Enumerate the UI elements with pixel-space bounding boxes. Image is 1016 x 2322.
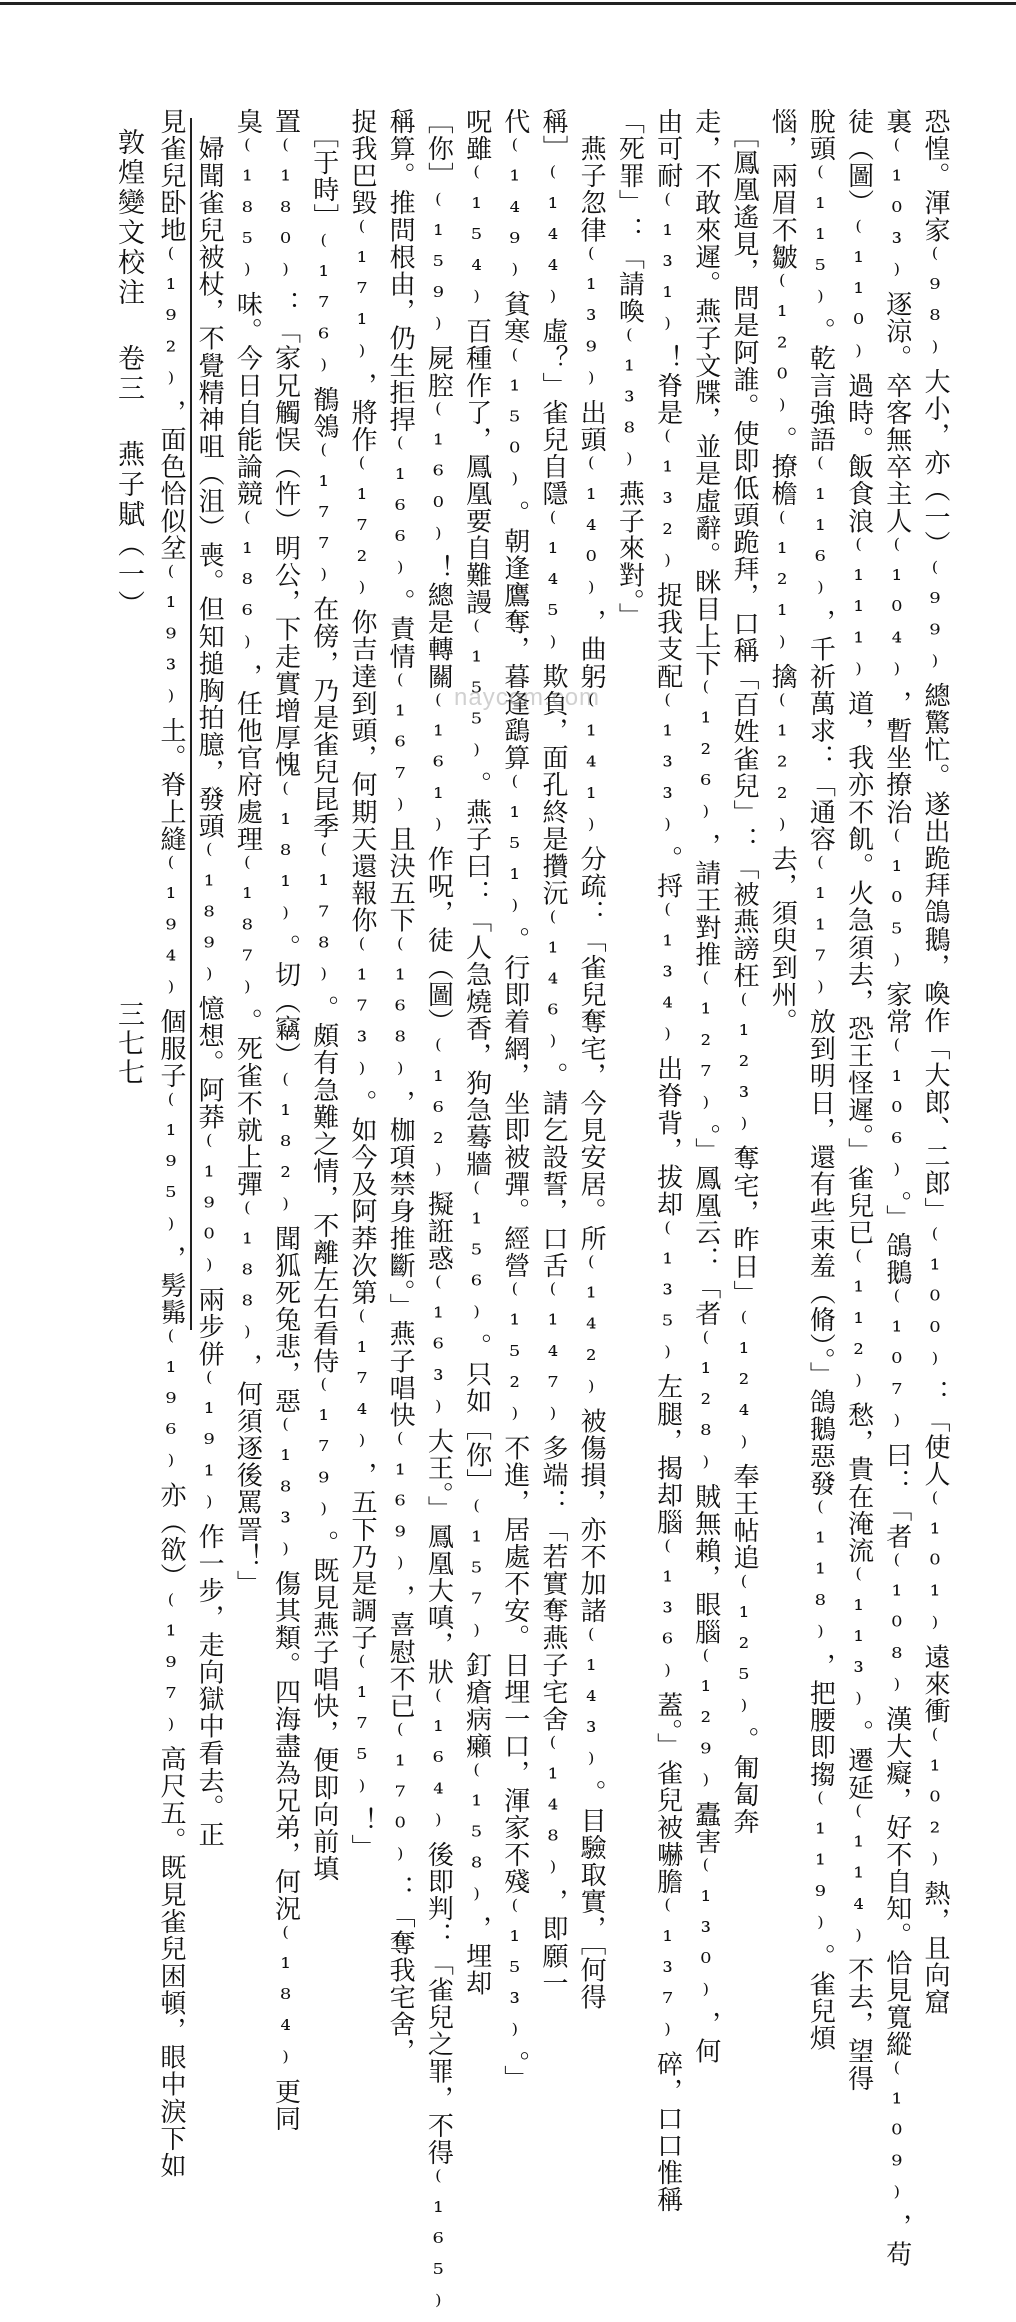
text-column: 婦聞雀兒被杖，不覺精神咀（沮）喪。但知搥胸拍臆，發頭⁽¹⁸⁹⁾憶想。阿莽⁽¹⁹⁰⁾兩步併⁽¹⁹¹⁾作一步，走向獄中看去。正 (194, 108, 225, 1849)
text-column: 置⁽¹⁸⁰⁾：「家兄觸悮（忤）明公，下走實增厚愧⁽¹⁸¹⁾。切（竊）⁽¹⁸²⁾聞狐死兔悲，惡⁽¹⁸³⁾傷其類。四海盡為兄弟，何況⁽¹⁸⁴⁾更同 (270, 108, 301, 2133)
text-column: 走，不敢來遲。燕子文牒，並是虛辭。眯目上下⁽¹²⁶⁾，請王對推⁽¹²⁷⁾。」鳳凰云：「者⁽¹²⁸⁾賊無賴，眼腦⁽¹²⁹⁾蠹害⁽¹³⁰⁾，何 (690, 108, 721, 2065)
text-column: 脫頭⁽¹¹⁵⁾。乾言強語⁽¹¹⁶⁾，千祈萬求：「通容⁽¹¹⁷⁾放到明日，還有些束羞（脩）。」鴿鵝惡發⁽¹¹⁸⁾，把腰即搊⁽¹¹⁹⁾。雀兒煩 (805, 108, 836, 2052)
text-column: 惱，兩眉不皺⁽¹²⁰⁾。撩檐⁽¹²¹⁾擒⁽¹²²⁾去，須臾到州。 (767, 108, 798, 1036)
section-title: 燕子賦（一） (113, 440, 144, 620)
text-column: ［你］⁽¹⁵⁹⁾屍腔⁽¹⁶⁰⁾！總是轉關⁽¹⁶¹⁾作呪，徒（圖）⁽¹⁶²⁾擬誑惑⁽¹⁶³⁾大王。」鳳凰大嗔，狀⁽¹⁶⁴⁾後即判：「雀兒之罪，不得⁽¹⁶⁵⁾ (423, 108, 454, 2322)
text-column: 裏⁽¹⁰³⁾逐涼。卒客無卒主人⁽¹⁰⁴⁾，暫坐撩治⁽¹⁰⁵⁾家常⁽¹⁰⁶⁾。」鴿鵝⁽¹⁰⁷⁾曰：「者⁽¹⁰⁸⁾漢大癡，好不自知。恰見寬縱⁽¹⁰⁹⁾，苟 (881, 108, 912, 2268)
text-column: ［鳳凰遙見，問是阿誰。使即低頭跪拜，口稱「百姓雀兒」：「被燕謗枉⁽¹²³⁾奪宅，昨日」⁽¹²⁴⁾奉王帖追⁽¹²⁵⁾。匍匐奔 (728, 108, 759, 1836)
text-column: 燕子忽律⁽¹³⁹⁾出頭⁽¹⁴⁰⁾，曲躬⁽¹⁴¹⁾分疏：「雀兒奪宅，今見安居。所⁽¹⁴²⁾被傷損，亦不加諸⁽¹⁴³⁾。目驗取實，［何得 (576, 108, 607, 2011)
book-title: 敦煌變文校注 (113, 128, 144, 308)
running-head-divider (190, 118, 192, 1330)
text-column: 恐惶。渾家⁽⁹⁸⁾大小，亦（一）⁽⁹⁹⁾總驚忙。遂出跪拜鴿鵝，喚作「大郎、二郎」⁽¹⁰⁰⁾：「使人⁽¹⁰¹⁾遠來衝⁽¹⁰²⁾熱，且向窟 (920, 108, 950, 2016)
text-column: 由可耐⁽¹³¹⁾！脊是⁽¹³²⁾捉我支配⁽¹³³⁾。捋⁽¹³⁴⁾出脊背，拔却⁽¹³⁵⁾左腿，揭却腦⁽¹³⁶⁾蓋。」雀兒被嚇膽⁽¹³⁷⁾碎，口口惟稱 (652, 108, 683, 2214)
text-column: 稱］⁽¹⁴⁴⁾虛？」雀兒自隱⁽¹⁴⁵⁾欺負，面孔終是攢沅⁽¹⁴⁶⁾。請乞設誓，口舌⁽¹⁴⁷⁾多端：「若實奪燕子宅舍⁽¹⁴⁸⁾，即願一 (537, 108, 568, 1997)
volume-label: 卷三 (113, 344, 144, 404)
text-column: 「死罪」：「請喚⁽¹³⁸⁾燕子來對。」 (614, 108, 645, 630)
text-column: 徒（圖）⁽¹¹⁰⁾過時。飯食浪⁽¹¹¹⁾道，我亦不飢。火急須去，恐王怪遲。」雀兒已⁽¹¹²⁾愁，貴在淹流⁽¹¹³⁾。遷延⁽¹¹⁴⁾不去，望得 (843, 108, 874, 2092)
text-column: 代⁽¹⁴⁹⁾貧寒⁽¹⁵⁰⁾。朝逢鷹奪，暮逢鷂算⁽¹⁵¹⁾。行即着網，坐即被彈。經營⁽¹⁵²⁾不進，居處不安。日埋一口，渾家不殘⁽¹⁵³⁾。」 (499, 108, 530, 2092)
main-text-body (152, 108, 954, 2322)
top-border-rule (0, 2, 1016, 5)
text-column: 臭⁽¹⁸⁵⁾味。今日自能論競⁽¹⁸⁶⁾，任他官府處理⁽¹⁸⁷⁾。死雀不就上彈⁽¹⁸⁸⁾，何須逐後罵詈！」 (232, 108, 263, 1598)
text-column: 呪雖⁽¹⁵⁴⁾百種作了，鳳凰要自難謾⁽¹⁵⁵⁾。燕子曰：「人急燒香，狗急蓦牆⁽¹⁵⁶⁾。只如［你］⁽¹⁵⁷⁾釘瘡病癩⁽¹⁵⁸⁾，埋却 (461, 108, 492, 1997)
page-number: 三七七 (113, 1000, 144, 1087)
text-column: 見雀兒卧地⁽¹⁹²⁾，面色恰似坌⁽¹⁹³⁾土。脊上縫⁽¹⁹⁴⁾個服子⁽¹⁹⁵⁾，髣髴⁽¹⁹⁶⁾亦（欲）⁽¹⁹⁷⁾高尺五。既見雀兒困頓，眼中淚下如 (155, 108, 186, 2180)
text-column: 稱算。推問根由，仍生拒捍⁽¹⁶⁶⁾。責情⁽¹⁶⁷⁾且決五下⁽¹⁶⁸⁾，枷項禁身推斷。」燕子唱快⁽¹⁶⁹⁾，喜慰不已⁽¹⁷⁰⁾：「奪我宅舍， (385, 108, 416, 2065)
text-column: 捉我巴毀⁽¹⁷¹⁾，將作⁽¹⁷²⁾你吉達到頭，何期天還報你⁽¹⁷³⁾。如今及阿莽次第⁽¹⁷⁴⁾，五下乃是調子⁽¹⁷⁵⁾！」 (346, 108, 377, 1862)
running-head (108, 128, 148, 620)
watermark-text: naycom.com (454, 684, 601, 711)
text-column: ［于時］⁽¹⁷⁶⁾鶺鴒⁽¹⁷⁷⁾在傍，乃是雀兒昆季⁽¹⁷⁸⁾。頗有急難之情，不離左右看侍⁽¹⁷⁹⁾。既見燕子唱快，便即向前填 (308, 108, 339, 1883)
